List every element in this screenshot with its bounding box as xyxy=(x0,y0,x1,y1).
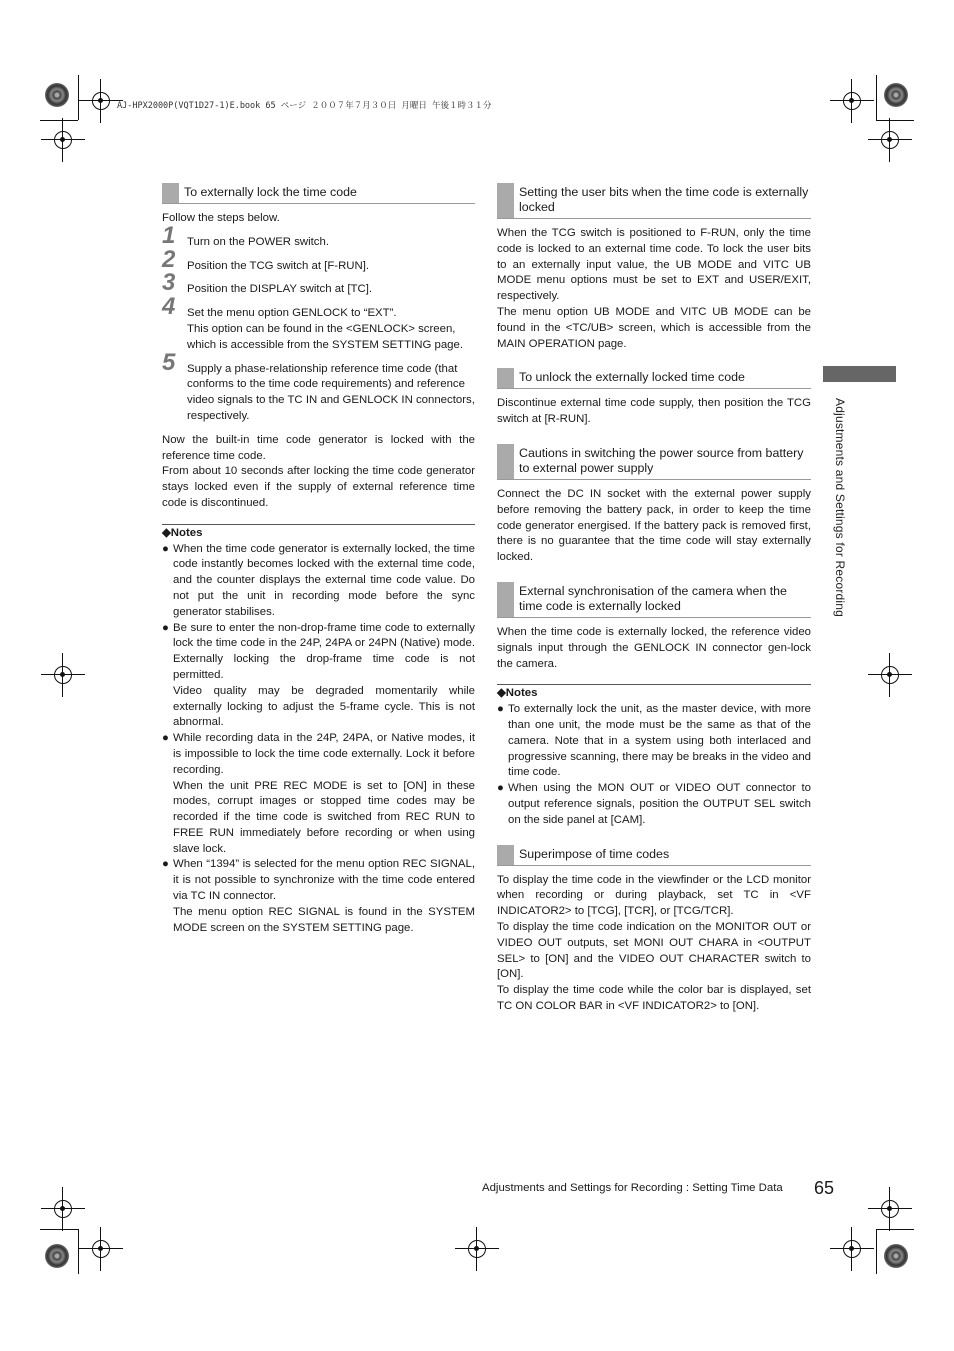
note-text: When using the MON OUT or VIDEO OUT connector to output reference signals, position the OUTPUT SEL switch on the side panel at [CAM]. xyxy=(508,782,811,826)
crosshair-icon xyxy=(881,666,899,684)
heading-text: Cautions in switching the power source from battery to external power supply xyxy=(519,445,804,475)
step-text: Position the TCG switch at [F-RUN]. xyxy=(187,259,370,272)
heading-bar xyxy=(162,183,179,203)
crosshair-icon xyxy=(843,92,861,110)
step-item xyxy=(162,293,475,353)
crosshair-icon xyxy=(54,131,72,149)
step-extra: This option can be found in the <GENLOCK> screen, which is accessible from the SYSTEM SETTING page. xyxy=(187,322,464,351)
step-number: 1 xyxy=(162,221,176,249)
registration-disc-icon xyxy=(45,1244,69,1268)
note-text: When the time code generator is externally locked, the time code instantly becomes locked with the external time code, and the counter displays the external time code value. Do not put the unit in recording mode before the sync generator stabilises. xyxy=(173,542,475,618)
step-number: 4 xyxy=(162,293,176,321)
crosshair-icon xyxy=(54,1200,72,1218)
step-text: Position the DISPLAY switch at [TC]. xyxy=(187,283,373,296)
crosshair-icon xyxy=(843,1240,861,1258)
note-extra: When the unit PRE REC MODE is set to [ON] in these modes, corrupt images or stopped time codes may be recorded if the time code is switched from REC RUN to FREE RUN immediately before recording or when using slave lock. xyxy=(173,779,475,855)
heading-text: Superimpose of time codes xyxy=(519,846,670,861)
section-heading xyxy=(497,444,811,480)
left-column xyxy=(162,183,475,936)
heading-text: To externally lock the time code xyxy=(184,185,357,199)
paragraph: Discontinue external time code supply, then position the TCG switch at [R-RUN]. xyxy=(497,397,811,426)
registration-disc-icon xyxy=(884,83,908,107)
paragraph: When the time code is externally locked, the reference video signals input through the GENLOCK IN connector gen-lock the camera. xyxy=(497,625,811,670)
note-extra: Video quality may be degraded momentarily while externally locking to adjust the 5-frame cycle. This is not abnormal. xyxy=(173,684,475,729)
notes-title: ◆Notes xyxy=(497,684,811,702)
heading-text: External synchronisation of the camera when the time code is externally locked xyxy=(519,583,787,613)
step-number: 5 xyxy=(162,348,176,376)
notes-title: ◆Notes xyxy=(162,524,475,542)
print-header: AJ-HPX2000P(VQT1D27-1)E.book 65 ページ ２００７年７月３０日 月曜日 午後１時３１分 xyxy=(117,101,492,111)
note-item xyxy=(162,542,475,621)
bullet-icon: ● xyxy=(162,542,169,555)
heading-bar xyxy=(497,845,514,865)
crosshair-icon xyxy=(881,131,899,149)
side-section-label: Adjustments and Settings for Recording xyxy=(833,398,847,618)
paragraph: Now the built-in time code generator is locked with the reference time code. xyxy=(162,433,475,462)
paragraph: To display the time code indication on the MONITOR OUT or VIDEO OUT outputs, set MONI OUT CHARA in <OUTPUT SEL> to [ON] and the VIDEO OUT CHARACTER switch to [ON]. xyxy=(497,920,811,981)
note-item xyxy=(162,731,475,778)
note-text: When “1394” is selected for the menu option REC SIGNAL, it is not possible to synchronize with the time code entered via TC IN connector. xyxy=(173,858,475,903)
side-tab-marker xyxy=(823,366,896,382)
paragraph: The menu option UB MODE and VITC UB MODE can be found in the <TC/UB> screen, which is accessible from the MAIN OPERATION page. xyxy=(497,305,811,350)
footer-text: Adjustments and Settings for Recording : Setting Time Data xyxy=(482,1182,783,1194)
heading-bar xyxy=(497,582,514,617)
paragraph: To display the time code in the viewfinder or the LCD monitor when recording or during playback, set TC in <VF INDICATOR2> to [TCG], [TCR], or [TCG/TCR]. xyxy=(497,873,811,918)
crosshair-icon xyxy=(468,1240,486,1258)
page-number: 65 xyxy=(814,1178,835,1198)
registration-disc-icon xyxy=(884,1244,908,1268)
bullet-icon: ● xyxy=(497,703,504,716)
crosshair-icon xyxy=(881,1200,899,1218)
bullet-icon: ● xyxy=(497,782,504,795)
paragraph: Connect the DC IN socket with the external power supply before removing the battery pack, in order to keep the time code generator energised. If the battery pack is removed first, there is no guarantee that the time code will stay externally locked. xyxy=(497,487,811,564)
note-text: To externally lock the unit, as the master device, with more than one unit, the mode must be the same as that of the camera. Note that in a system using both interlaced and progressive scanning, there may be breaks in the video and time code. xyxy=(508,703,811,779)
step-item xyxy=(162,348,475,425)
paragraph: To display the time code while the color bar is displayed, set TC ON COLOR BAR in <VF INDICATOR2> to [ON]. xyxy=(497,984,811,1012)
note-item xyxy=(497,702,811,781)
heading-bar xyxy=(497,444,514,479)
note-item xyxy=(162,621,475,684)
section-heading xyxy=(497,368,811,389)
bullet-icon: ● xyxy=(162,621,169,634)
section-heading xyxy=(497,183,811,219)
section-heading xyxy=(162,183,475,204)
step-item xyxy=(162,221,475,251)
step-number: 3 xyxy=(162,269,176,297)
note-text: Be sure to enter the non-drop-frame time code to externally lock the time code in the 24P, 24PA or 24PN (Native) mode. Externally locking the drop-frame time code is not permitted. xyxy=(173,621,475,681)
step-text: Set the menu option GENLOCK to “EXT”. xyxy=(187,307,397,320)
note-text: While recording data in the 24P, 24PA, or Native modes, it is impossible to lock the time code externally. Lock it before recording. xyxy=(173,732,475,776)
paragraph: When the TCG switch is positioned to F-RUN, only the time code is locked to an external time code. To lock the user bits to an externally input value, the UB MODE and VITC UB MODE menu options must be set to EXT and USER/EXIT, respectively. xyxy=(497,227,811,303)
step-item xyxy=(162,269,475,298)
step-number: 2 xyxy=(162,245,176,273)
heading-bar xyxy=(497,368,514,388)
right-column xyxy=(497,183,811,1015)
heading-text: Setting the user bits when the time code is externally locked xyxy=(519,185,809,214)
bullet-icon: ● xyxy=(162,732,169,745)
section-heading xyxy=(497,845,811,866)
heading-bar xyxy=(497,183,514,218)
step-item xyxy=(162,245,475,275)
crosshair-icon xyxy=(54,666,72,684)
bullet-icon: ● xyxy=(162,858,169,871)
step-text: Turn on the POWER switch. xyxy=(187,235,330,248)
step-text: Supply a phase-relationship reference time code (that conforms to the time code requirements) and reference video signals to the TC IN and GENLOCK IN connectors, respectively. xyxy=(187,362,475,422)
note-extra: The menu option REC SIGNAL is found in the SYSTEM MODE screen on the SYSTEM SETTING page. xyxy=(173,905,475,934)
crosshair-icon xyxy=(92,1240,110,1258)
note-item xyxy=(497,781,811,828)
note-item xyxy=(162,857,475,904)
section-heading xyxy=(497,582,811,618)
heading-text: To unlock the externally locked time code xyxy=(519,370,745,385)
paragraph: From about 10 seconds after locking the time code generator stays locked even if the supply of external reference time code is discontinued. xyxy=(162,465,475,509)
registration-disc-icon xyxy=(45,83,69,107)
intro-text: Follow the steps below. xyxy=(162,212,280,224)
crosshair-icon xyxy=(92,92,110,110)
